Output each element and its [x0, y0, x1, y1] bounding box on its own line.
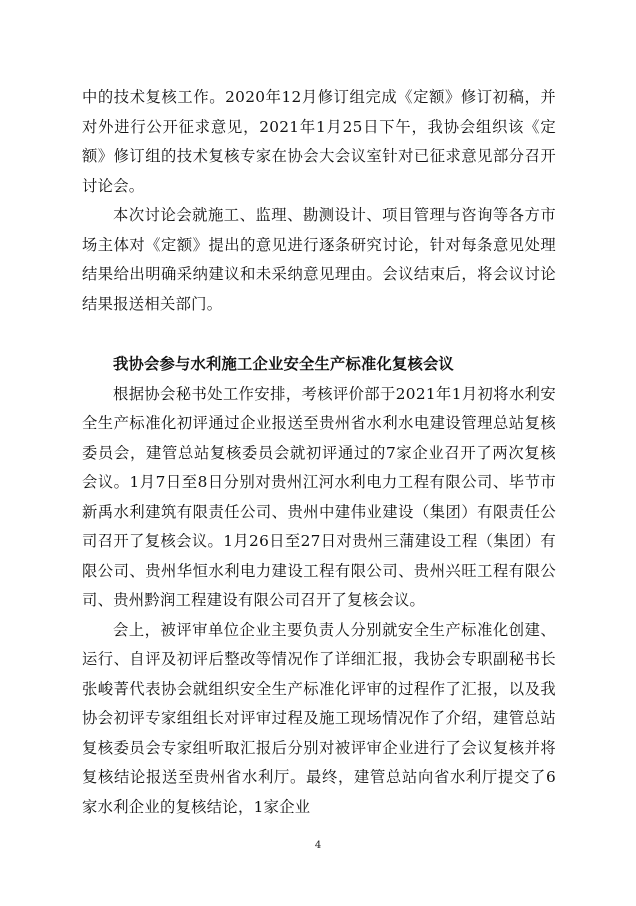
paragraph-discussion-meeting: 本次讨论会就施工、监理、勘测设计、项目管理与咨询等各方市场主体对《定额》提出的意见进行逐条研究讨论，针对每条意见处理结果给出明确采纳建议和未采纳意见理由。会议结束后，将会议讨论结果报送相关部门。: [82, 206, 556, 313]
section-heading: 我协会参与水利施工企业安全生产标准化复核会议: [113, 355, 454, 373]
paragraph-meeting-report: 会上，被评审单位企业主要负责人分别就安全生产标准化创建、运行、自评及初评后整改等情况作了详细汇报，我协会专职副秘书长张峻菁代表协会就组织安全生产标准化评审的过程作了汇报，以及我协会初评专家组组长对评审过程及施工现场情况作了介绍，建管总站复核委员会专家组听取汇报后分别对被评审企业进行了会议复核并将复核结论报送至贵州省水利厅。最终，建管总站向省水利厅提交了6家水利企业的复核结论，1家企业: [82, 620, 556, 816]
page-body: [82, 83, 556, 822]
paragraph-continuation: 中的技术复核工作。2020年12月修订组完成《定额》修订初稿，并对外进行公开征求意见，2021年1月25日下午，我协会组织该《定额》修订组的技术复核专家在协会大会议室针对已征求意见部分召开讨论会。: [82, 88, 556, 195]
paragraph-review-arrangement: 根据协会秘书处工作安排，考核评价部于2021年1月初将水利安全生产标准化初评通过企业报送至贵州省水利水电建设管理总站复核委员会，建管总站复核委员会就初评通过的7家企业召开了两次复核会议。1月7日至8日分别对贵州江河水利电力工程有限公司、毕节市新禹水利建筑有限责任公司、贵州中建伟业建设（集团）有限责任公司召开了复核会议。1月26日至27日对贵州三蒲建设工程（集团）有限公司、贵州华恒水利电力建设工程有限公司、贵州兴旺工程有限公司、贵州黔润工程建设有限公司召开了复核会议。: [82, 384, 556, 609]
page-number: 4: [314, 840, 322, 851]
